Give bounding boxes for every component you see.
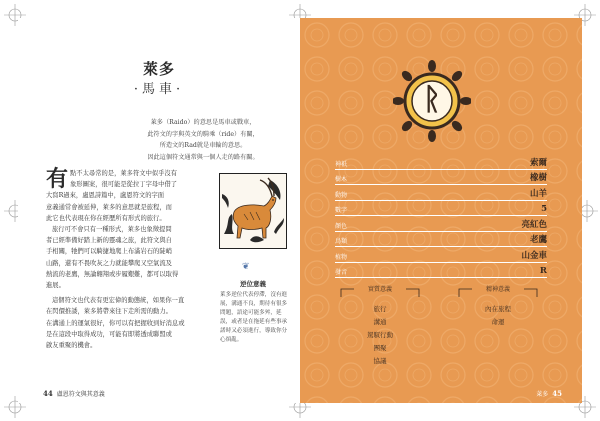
right-page	[300, 18, 582, 403]
body-line: 這個符文也代表有更宏偉的動態統，如果你一直	[52, 297, 185, 305]
sidebar-line: 誤，或者是在拖延有些事承	[220, 319, 288, 325]
running-head: 萊多	[536, 391, 549, 398]
property-row	[335, 263, 547, 279]
left-folio	[43, 389, 105, 398]
body-line: 山路，還有不畏吹灰之力就能攀爬又空氣流及	[46, 259, 172, 267]
practical-item: 協議	[373, 357, 387, 365]
sidebar-line: 心煩亂。	[220, 337, 243, 343]
body-text	[46, 168, 216, 351]
property-value: 山羊	[529, 188, 547, 199]
property-value: 亮紅色	[521, 219, 547, 230]
right-folio	[536, 389, 562, 398]
body-line: 啟友重聚的機會。	[46, 342, 97, 350]
property-row	[335, 154, 547, 170]
property-row	[335, 170, 547, 186]
property-key: 鳥類	[335, 238, 348, 245]
body-line: 大寫R過來，盧恩詩篇中，盧恩符文的字面	[46, 192, 165, 200]
sidebar-line: 萊多逆位代表停滯，沒有進	[220, 292, 288, 298]
intro-line: 此符文的字與英文的騎乘（ride）有關，	[147, 130, 259, 138]
practical-item: 駕馭行動	[367, 331, 393, 339]
property-row	[335, 201, 547, 217]
practical-item: 溝通	[373, 318, 387, 326]
practical-item: 旅行	[373, 305, 387, 313]
body-line: 象形圖案，很可能是從拉丁字母中借了	[70, 181, 178, 189]
property-key: 動物	[335, 191, 348, 199]
spiritual-item: 命運	[491, 318, 505, 326]
body-line: 此它也代表現在你在經歷所有形式的旅行。	[46, 214, 166, 222]
rune-glyph: ᚱ	[423, 82, 441, 117]
property-row	[335, 232, 547, 248]
body-line: 點不太尋常的是，萊多符文中似乎沒有	[70, 170, 178, 177]
body-line: 者已經準備好踏上新的靈魂之旅，此符文與自	[46, 237, 172, 245]
property-value: 橡樹	[529, 173, 547, 183]
rune-emblem	[393, 60, 471, 142]
sidebar-title: 逆位意義	[240, 280, 266, 288]
practical-list	[340, 303, 420, 368]
page-number: 45	[552, 389, 562, 398]
property-table	[335, 154, 547, 278]
property-value: 5	[541, 204, 547, 214]
property-key: 數字	[335, 207, 348, 214]
property-key: 發音	[335, 269, 348, 276]
practical-title: 實質意義	[367, 286, 392, 293]
spiritual-title: 精神意義	[485, 286, 510, 293]
body-line: 旅行可不會只有一種形式，萊多也象徵提問	[52, 226, 172, 234]
property-key: 樹木	[335, 176, 348, 183]
intro-block	[108, 117, 298, 163]
sidebar-line: 展，溝通不良，期待有很多	[220, 301, 288, 307]
intro-line: 萊多（Raido）的意思是馬車或戰車，	[150, 119, 256, 126]
page-title: 萊多	[142, 60, 175, 78]
property-value: R	[539, 266, 547, 276]
property-key: 顏色	[335, 222, 348, 230]
spiritual-list	[458, 303, 538, 329]
property-key: 神祇	[335, 160, 348, 168]
property-value: 山金車	[521, 250, 547, 261]
body-line: 進展。	[46, 282, 65, 290]
left-page	[18, 18, 300, 403]
practical-item: 團聚	[373, 344, 387, 352]
property-row	[335, 185, 547, 201]
body-line: 是在這段中取得成功，可能有即將透成聯盟或	[46, 330, 172, 338]
sidebar-text	[220, 291, 290, 345]
running-head: 盧恩符文與其意義	[56, 391, 105, 398]
property-value: 老鷹	[529, 235, 547, 245]
body-line: 意義通常會被延伸，萊多的意思就是旅程，而	[46, 203, 172, 211]
property-value: 索爾	[529, 157, 547, 168]
body-line: 熱流的老鷹，無論翱翔或步履艱難，都可以取得	[46, 270, 179, 278]
ornament-icon: ❦	[242, 262, 250, 272]
intro-line: 因此這個符文通常與一個人走的路有關。	[147, 153, 259, 161]
sidebar-line: 問題，語途可能多舛，延	[220, 310, 282, 316]
body-line: 在閃價推諉，萊多將帶來往下走所需的動力。	[46, 308, 172, 316]
page-number: 44	[43, 389, 53, 398]
spiritual-item: 內在旅程	[485, 305, 511, 313]
body-line: 在溝通上的運氣很好，你可以有把握收到好消息或	[46, 319, 185, 327]
drop-cap: 有	[46, 166, 69, 192]
goat-illustration	[219, 173, 287, 249]
property-row	[335, 247, 547, 263]
property-key: 植物	[335, 253, 348, 261]
intro-line: 所造文的Rad就是車輪的意思。	[159, 142, 247, 150]
property-row	[335, 216, 547, 232]
body-line: 手相關，牠們可以騎捷地爬上布滿岩石的陡峭	[46, 248, 172, 256]
page-subtitle: ·馬車·	[133, 82, 185, 97]
sidebar-line: 諾時又必須進行，導致你分	[220, 328, 288, 334]
